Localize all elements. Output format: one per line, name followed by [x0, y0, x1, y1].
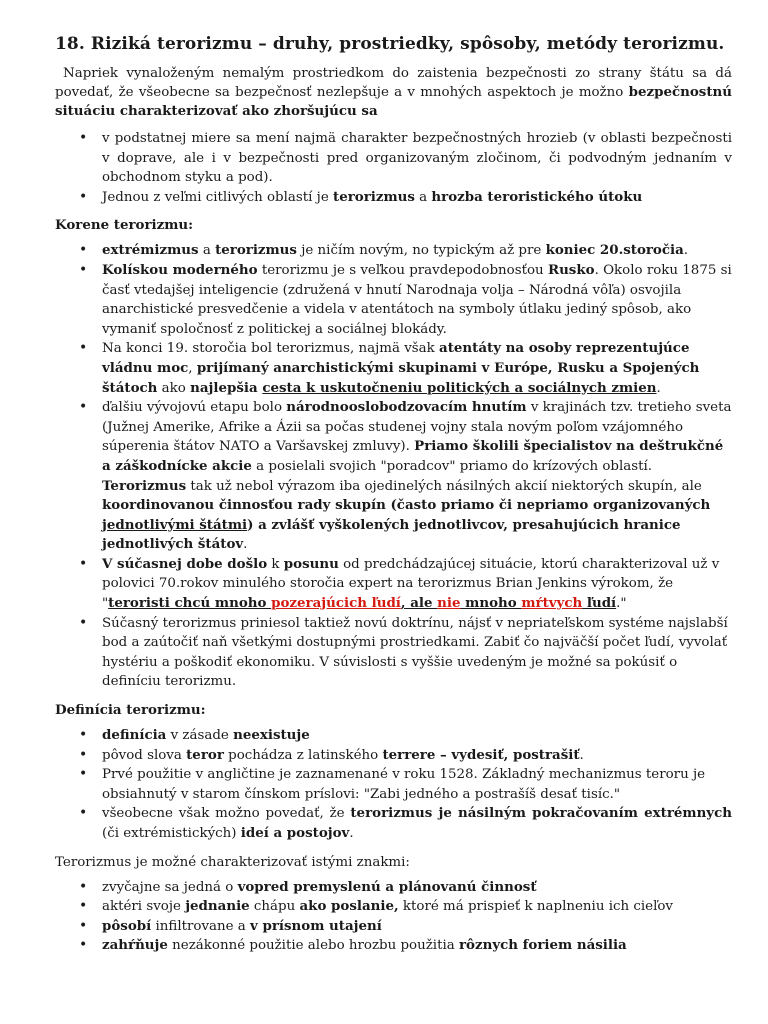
bullet-icon: • [79, 242, 88, 259]
text: je ničím novým, no typickým až pre [296, 243, 546, 259]
text-bold: Terorizmus [102, 477, 187, 494]
text: Na konci 19. storočia bol terorizmus, najmä však [102, 341, 440, 357]
text: aktéri svoje [102, 899, 186, 915]
quote-red-underline: pozerajúcich ľudí [271, 595, 401, 612]
bullet-icon: • [79, 555, 88, 572]
text: Prvé použitie v angličtine je zaznamenané v roku 1528. Základný mechanizmus teroru je obsiahnutý v starom čínskom príslovi: "Zabi jedného a postrašíš desať tisíc." [102, 767, 706, 802]
list-item [55, 398, 732, 555]
text: od predchádzajúcej situácie, ktorú charakterizoval už v polovici 70.rokov minulého storočia expert na terorizmus Brian Jenkins výrokom, že " [102, 556, 720, 612]
list-item-text: Jednou z veľmi citlivých oblastí je [102, 189, 334, 205]
list-item [55, 917, 732, 937]
text-bold: terorizmus je násilným pokračovaním extrémnych [350, 805, 732, 822]
bullet-icon: • [79, 898, 88, 915]
text: k [267, 556, 284, 572]
text-bold-underline: cesta k uskutočneniu politických a sociálnych zmien [262, 379, 657, 396]
text: tak už nebol výrazom iba ojedinelých násilných akcií niektorých skupín, ale [186, 478, 702, 494]
text-bold: jednanie [185, 898, 250, 915]
quote-bold-underline: , ale [400, 595, 438, 612]
text: pochádza z latinského [223, 747, 383, 763]
quote-red-underline: nie [437, 595, 461, 612]
bullet-icon: • [79, 746, 88, 763]
text: . [656, 380, 661, 396]
text-bold-underline: jednotlivými štátmi [102, 516, 248, 533]
text: v zásade [166, 728, 234, 744]
bullet-icon: • [79, 878, 88, 895]
text-bold: národnooslobodzovacím hnutím [286, 399, 527, 416]
text-bold: v prísnom utajení [250, 917, 382, 934]
list-item [55, 878, 732, 898]
text: ktoré má prispieť k naplneniu ich cieľov [398, 899, 673, 915]
text-bold: pôsobí [102, 917, 152, 934]
text-bold: vopred premyslenú a plánovanú činnosť [237, 878, 537, 895]
quote-bold-underline: teroristi chcú mnoho [108, 595, 272, 612]
text-bold: koniec 20.storočia [545, 242, 684, 259]
korene-list [55, 241, 732, 692]
list-item [55, 936, 732, 956]
list-item [55, 339, 732, 398]
text: chápu [249, 899, 300, 915]
text: infiltrovane a [151, 918, 251, 934]
text-bold: atentáty na osoby reprezentujúce vládnu moc [102, 340, 690, 376]
text-bold: Priamo školili špecialistov na deštrukčné a záškodnícke akcie [102, 438, 724, 474]
text: , [188, 360, 197, 376]
text-bold: koordinovanou činnosťou rady skupín [102, 497, 386, 514]
znaky-list [55, 878, 732, 956]
section-heading-znaky: Terorizmus je možné charakterizovať istými znakmi: [55, 854, 410, 870]
text: ďalšiu vývojovú etapu bolo [102, 400, 287, 416]
list-item [55, 188, 732, 208]
list-item [55, 726, 732, 746]
list-item [55, 614, 732, 692]
text: Súčasný terorizmus priniesol taktiež novú doktrínu, nájsť v nepriateľskom systéme najslabší bod a zaútočiť naň všetkými dostupnými prostriedkami. Zabiť čo najväčší počet ľudí, vyvolať hystériu a poškodiť ekonomiku. V súvislosti s vyššie uvedeným je možné sa pokúsiť o definíciu terorizmu. [102, 615, 728, 690]
bullet-icon: • [79, 130, 88, 146]
bullet-icon: • [79, 727, 88, 744]
list-item [55, 241, 732, 261]
text: . [243, 537, 248, 553]
list-item [55, 897, 732, 917]
text: nezákonné použitie alebo hrozbu použitia [167, 938, 459, 954]
quote-bold-underline: mnoho [460, 595, 522, 612]
text: ako [157, 380, 191, 396]
quote-bold-underline: ľudí [582, 595, 617, 612]
text-bold: (často priamo či nepriamo organizovaných [385, 497, 711, 514]
text: a [198, 243, 216, 259]
text-bold: definícia [102, 727, 167, 744]
bullet-icon: • [79, 188, 88, 205]
text-bold: terorizmus [215, 242, 297, 259]
text: . [579, 747, 584, 763]
text-bold: V súčasnej dobe došlo [102, 555, 268, 572]
text: v krajinách tzv. tretieho sveta (Južnej Amerike, Afrike a Ázii sa počas studenej vojny stala novým poľom vzájomného súperenia štátov NATO a Varšavskej zmluvy). [102, 400, 732, 455]
list-item [55, 746, 732, 766]
bullet-icon: • [79, 261, 88, 278]
list-item [55, 261, 732, 339]
text-bold: ideí a postojov [240, 825, 350, 841]
text-bold: prijímaný anarchistickými skupinami v Európe, Rusku a Spojených štátoch [102, 359, 700, 396]
list-item [55, 765, 732, 804]
text-bold: ) a zvlášť vyškolených jednotlivcov, presahujúcich hranice jednotlivých štátov [102, 516, 681, 553]
text: terorizmu je s veľkou pravdepodobnosťou [257, 262, 548, 278]
text-bold: Kolískou moderného [102, 261, 258, 278]
quote-red-underline: mŕtvych [521, 595, 583, 612]
list-item-text: a [414, 189, 432, 205]
intro-text: Napriek vynaloženým nemalým prostriedkom do zaistenia bezpečnosti zo strany štátu sa dá povedať, že všeobecne sa bezpečnosť nezlepšuje a v mnohých aspektoch je možno [55, 66, 732, 100]
list-item-bold: hrozba teroristického útoku [431, 188, 643, 205]
bullet-icon: • [79, 340, 88, 357]
text-bold: posunu [283, 555, 339, 572]
text-bold: terrere – vydesiť, postrašiť [382, 746, 580, 763]
text: ." [616, 596, 627, 612]
bullet-icon: • [79, 399, 88, 416]
text: . Okolo roku 1875 si časť vtedajšej inteligencie (združená v hnutí Narodnaja volja – Národná vôľa) osvojila anarchistické presvedčenie a videla v atentátoch na symboly útlaku jediný spôsob, ako vymaniť spoločnosť z politickej a sociálnej blokády. [102, 262, 732, 337]
bullet-icon: • [79, 805, 88, 822]
list-item-bold: terorizmus [333, 188, 415, 205]
text: všeobecne však možno povedať, že [102, 806, 351, 822]
text: . [349, 826, 354, 841]
bullet-icon: • [79, 614, 88, 631]
section-heading-definicia: Definícia terorizmu: [55, 702, 206, 719]
text-bold: Rusko [547, 261, 595, 278]
bullet-icon: • [79, 766, 88, 783]
list-item [55, 555, 732, 614]
bullet-icon: • [79, 917, 88, 934]
text-bold: ako poslanie, [299, 898, 399, 915]
intro-paragraph [55, 64, 732, 121]
text: zvyčajne sa jedná o [102, 879, 238, 895]
list-item [55, 129, 732, 188]
text-bold: najlepšia [190, 379, 263, 396]
page-title: 18. Riziká terorizmu – druhy, prostriedky, spôsoby, metódy terorizmu. [55, 34, 725, 54]
text-bold: teror [186, 746, 224, 763]
text-bold: zahŕňuje [102, 937, 168, 954]
list-item-text: v podstatnej miere sa mení najmä charakter bezpečnostných hrozieb (v oblasti bezpečnosti v doprave, ale i v bezpečnosti pred organizovaným zločinom, či podvodným jednaním v obchodnom styku a pod). [102, 131, 732, 186]
text: (či extrémistických) [102, 826, 241, 841]
intro-list [55, 129, 732, 207]
text-bold: rôznych foriem násilia [459, 937, 627, 954]
bullet-icon: • [79, 937, 88, 954]
definicia-list [55, 726, 732, 844]
intro-bold: bezpečnostnú situáciu charakterizovať ako zhoršujúcu sa [55, 84, 732, 119]
text-bold: neexistuje [233, 727, 310, 744]
text: pôvod slova [102, 747, 187, 763]
section-heading-korene: Korene terorizmu: [55, 217, 194, 234]
list-item [55, 804, 732, 843]
text: a posielali svojich "poradcov" priamo do krízových oblastí. [251, 458, 653, 474]
text-bold: extrémizmus [102, 242, 199, 259]
text: . [683, 243, 689, 259]
